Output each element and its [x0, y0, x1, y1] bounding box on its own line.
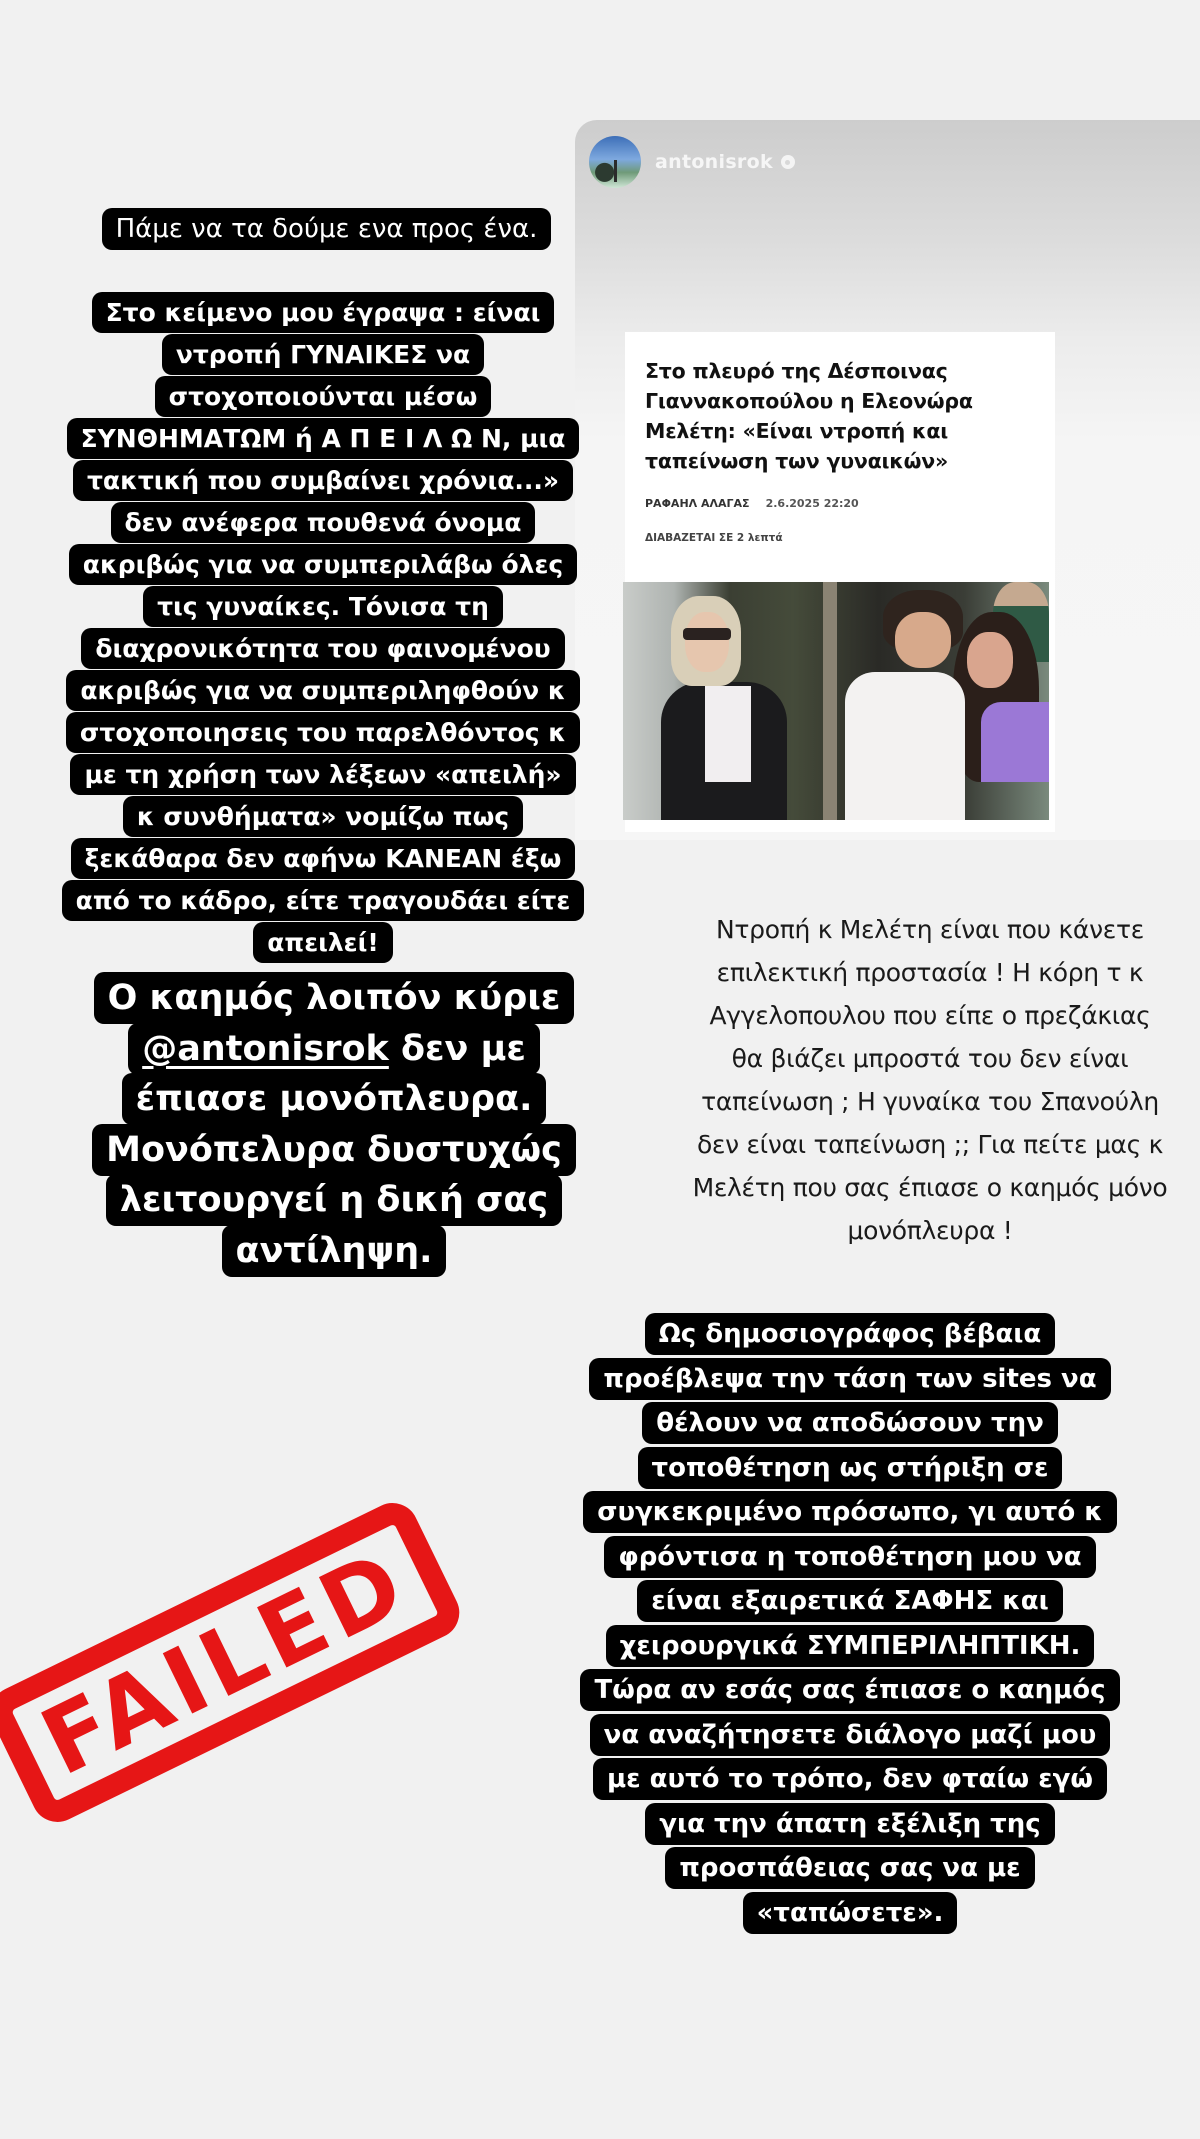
failed-stamp-sticker	[0, 1494, 468, 1830]
article-read-time: ΔΙΑΒΑΖΕΤΑΙ ΣΕ 2 λεπτά	[645, 532, 783, 544]
text-line: Ο καημός λοιπόν κύριε	[94, 972, 575, 1024]
text-line: στοχοποιησεις του παρελθόντος κ	[66, 712, 580, 753]
text-line: με τη χρήση των λέξεων «απειλή»	[70, 754, 575, 795]
text-line: λειτουργεί η δική σας	[106, 1174, 562, 1226]
repost-header	[589, 136, 795, 188]
article-author: ΡΑΦΑΗΛ ΑΛΑΓΑΣ	[645, 497, 750, 510]
text-line: είναι εξαιρετικά ΣΑΦΗΣ και	[637, 1580, 1062, 1622]
text-line: ταπείνωση ; Η γυναίκα του Σπανούλη	[701, 1087, 1159, 1116]
text-line: «ταπώσετε».	[743, 1892, 958, 1934]
journalist-text-block	[520, 1312, 1180, 1935]
text-line: δεν είναι ταπείνωση ;; Για πείτε μας κ	[696, 1130, 1164, 1159]
repost-username[interactable]: antonisrok	[655, 151, 773, 173]
text-line: τακτική που συμβαίνει χρόνια...»	[73, 460, 573, 501]
intro-text-block	[53, 207, 600, 251]
text-line: απειλεί!	[253, 922, 393, 963]
text-line: μονόπλευρα !	[847, 1216, 1013, 1245]
text-line: με αυτό το τρόπο, δεν φταίω εγώ	[593, 1758, 1107, 1800]
explanation-text-block	[28, 292, 618, 964]
text-line: ξεκάθαρα δεν αφήνω ΚΑΝΕΑΝ έξω	[71, 838, 576, 879]
text-line: προέβλεψα την τάση των sites να	[589, 1358, 1110, 1400]
text-line: ακριβώς για να συμπεριληφθούν κ	[66, 670, 579, 711]
text-line: Στο κείμενο μου έγραψα : είναι	[92, 292, 555, 333]
text-line: αντίληψη.	[222, 1225, 447, 1277]
text-line: φρόντισα η τοποθέτηση μου να	[604, 1536, 1095, 1578]
text-line: έπιασε μονόπλευρα.	[122, 1073, 547, 1125]
text-line: από το κάδρο, είτε τραγουδάει είτε	[62, 880, 585, 921]
text-line: δεν ανέφερα πουθενά όνομα	[111, 502, 536, 543]
text-line: Ως δημοσιογράφος βέβαια	[645, 1313, 1056, 1355]
text-fragment: δεν με	[388, 1028, 526, 1069]
text-line: διαχρονικότητα του φαινομένου	[81, 628, 564, 669]
article-title: Στο πλευρό της Δέσποινας Γιαννακοπούλου η Ελεονώρα Μελέτη: «Είναι ντροπή και ταπείνωση των γυναικών»	[645, 359, 973, 473]
text-line: Πάμε να τα δούμε ενα προς ένα.	[102, 208, 552, 250]
text-line	[128, 1023, 540, 1075]
text-line: κ συνθήματα» νομίζω πως	[123, 796, 523, 837]
article-meta	[645, 497, 859, 510]
text-line: Αγγελοπουλου που είπε ο πρεζάκιας	[709, 1001, 1151, 1030]
text-line: επιλεκτική προστασία ! Η κόρη τ κ	[716, 958, 1144, 987]
text-line: τοποθέτηση ως στήριξη σε	[638, 1447, 1063, 1489]
text-line: συγκεκριμένο πρόσωπο, γι αυτό κ	[583, 1491, 1116, 1533]
quoted-comment	[640, 908, 1200, 1252]
text-line: Μονόπελυρα δυστυχώς	[92, 1124, 576, 1176]
text-line: στοχοποιούνται μέσω	[155, 376, 492, 417]
text-line: θέλουν να αποδώσουν την	[642, 1402, 1058, 1444]
text-line: για την άπατη εξέλιξη της	[645, 1803, 1054, 1845]
text-line: Μελέτη που σας έπιασε ο καημός μόνο	[692, 1173, 1168, 1202]
text-line: να αναζήτησετε διάλογο μαζί μου	[590, 1714, 1111, 1756]
article-date: 2.6.2025 22:20	[765, 497, 859, 510]
article-photo	[623, 582, 1049, 820]
text-line: ντροπή ΓΥΝΑΙΚΕΣ να	[162, 334, 484, 375]
text-line: ακριβώς για να συμπεριλάβω όλες	[69, 544, 577, 585]
mention-link[interactable]: @antonisrok	[142, 1028, 389, 1069]
text-line: θα βιάζει μπροστά του δεν είναι	[731, 1044, 1129, 1073]
text-line: τις γυναίκες. Τόνισα τη	[143, 586, 503, 627]
avatar[interactable]	[589, 136, 641, 188]
text-line: προσπάθειας σας να με	[665, 1847, 1034, 1889]
text-line: Τώρα αν εσάς σας έπιασε ο καημός	[580, 1669, 1119, 1711]
text-line: χειρουργικά ΣΥΜΠΕΡΙΛΗΠΤΙΚΗ.	[606, 1625, 1095, 1667]
verified-badge-icon	[781, 155, 795, 169]
stamp-label: FAILED	[25, 1528, 425, 1796]
text-line: ΣΥΝΘΗΜΑΤΩΜ ή Α Π Ε Ι Λ Ω Ν, μια	[67, 418, 580, 459]
reply-text-block	[44, 973, 624, 1276]
text-line: Ντροπή κ Μελέτη είναι που κάνετε	[716, 915, 1144, 944]
